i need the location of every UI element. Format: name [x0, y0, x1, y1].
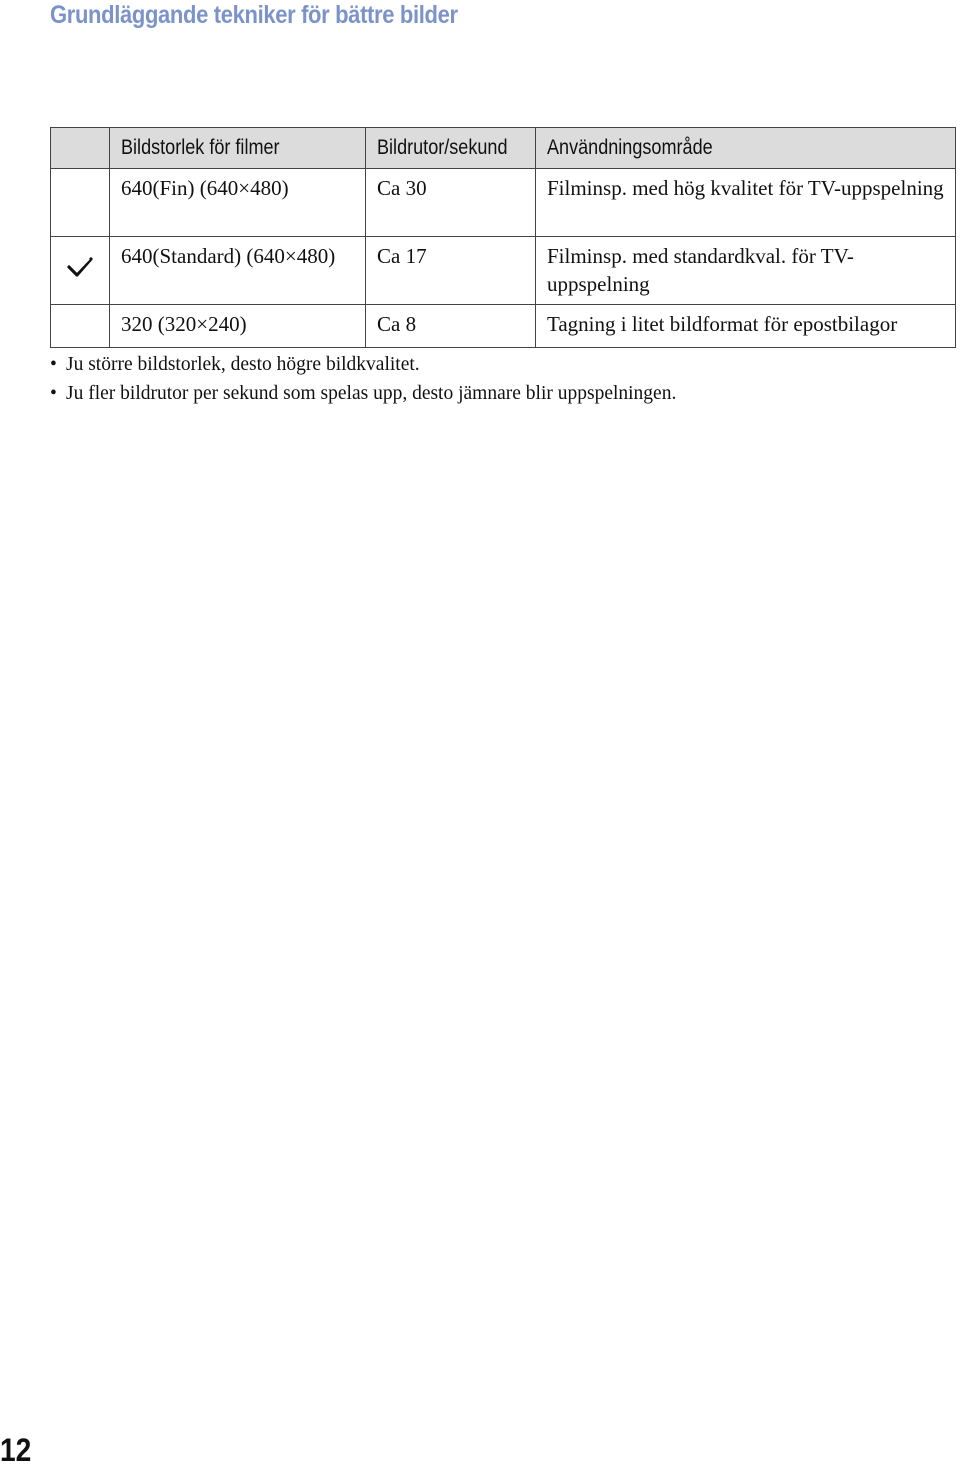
list-item — [50, 379, 950, 408]
bullet-icon: • — [50, 383, 57, 404]
row-size: 640(Fin) (640×480) — [110, 169, 366, 237]
row-size: 640(Standard) (640×480) — [110, 237, 366, 305]
section-title: Grundläggande tekniker för bättre bilder — [50, 1, 458, 29]
note-text: Ju större bildstorlek, desto högre bildkvalitet. — [66, 354, 420, 375]
row-fps: Ca 30 — [366, 169, 536, 237]
row-icon-cell — [51, 237, 110, 305]
table-row — [51, 169, 956, 237]
row-icon-cell — [51, 169, 110, 237]
notes-list — [50, 350, 950, 408]
page-number: 12 — [0, 1432, 32, 1468]
row-usage: Tagning i litet bildformat för epostbilagor — [536, 305, 956, 348]
recommended-check-icon — [66, 260, 94, 284]
note-text: Ju fler bildrutor per sekund som spelas upp, desto jämnare blir uppspelningen. — [66, 383, 677, 404]
table-header-row — [51, 128, 956, 169]
row-icon-cell — [51, 305, 110, 348]
row-usage: Filminsp. med hög kvalitet för TV-uppspelning — [536, 169, 956, 237]
bullet-icon: • — [50, 354, 57, 375]
row-usage: Filminsp. med standardkval. för TV-uppspelning — [536, 237, 956, 305]
row-fps: Ca 8 — [366, 305, 536, 348]
table-row — [51, 237, 956, 305]
movie-size-table — [50, 127, 956, 348]
header-image-size: Bildstorlek för filmer — [110, 128, 366, 169]
header-icon-column — [51, 128, 110, 169]
row-fps: Ca 17 — [366, 237, 536, 305]
list-item — [50, 350, 950, 379]
header-usage: Användningsområde — [536, 128, 956, 169]
table-row — [51, 305, 956, 348]
row-size: 320 (320×240) — [110, 305, 366, 348]
header-frames-per-second: Bildrutor/sekund — [366, 128, 536, 169]
